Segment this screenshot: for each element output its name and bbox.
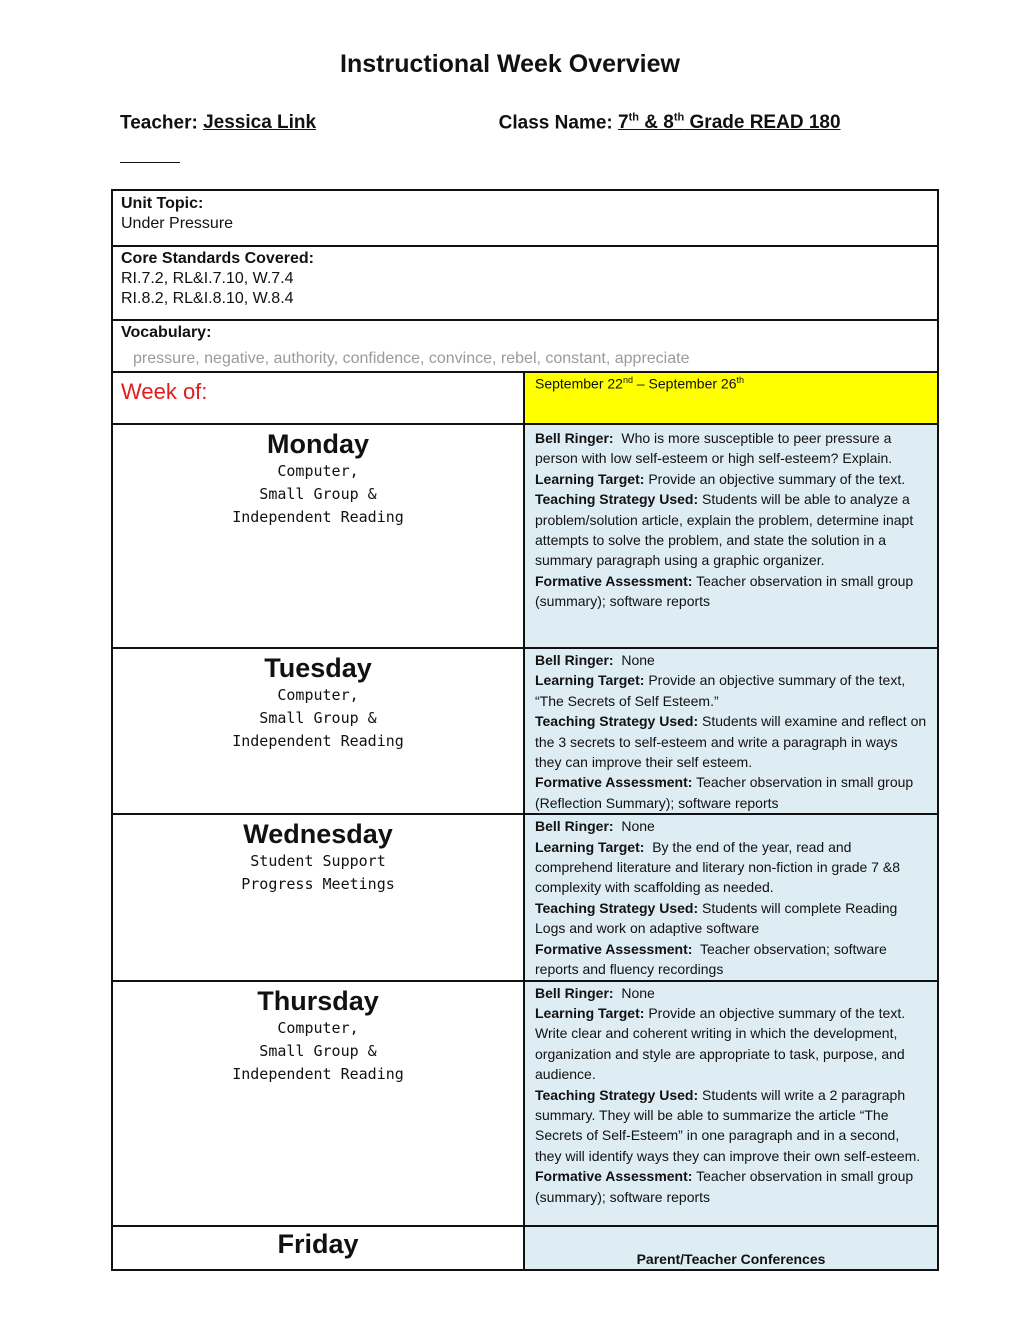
class-name: 7th & 8th Grade READ 180	[618, 112, 841, 134]
day-details: Bell Ringer: None Learning Target: Provide an objective summary of the text. Write clear and coherent writing in which the development, organization and style are appropriate to task, purpose, and audience. Teaching Strategy Used: Students will write a 2 paragraph summary. They will be able to summarize the article “The Secrets of Self-Esteem” in one paragraph and in a second, they will identify ways they can improve their own self-esteem. Formative Assessment: Teacher observation in small group (summary); software reports	[524, 981, 938, 1226]
standards-line-2: RI.8.2, RL&I.8.10, W.8.4	[121, 290, 294, 307]
teacher-label: Teacher:	[120, 112, 198, 134]
day-row-friday	[112, 1226, 938, 1270]
day-name: Tuesday	[264, 653, 372, 683]
week-of-value: September 22nd – September 26th	[524, 372, 938, 424]
standards-label: Core Standards Covered:	[121, 250, 314, 267]
week-of-label: Week of:	[112, 372, 524, 424]
day-activity: Computer, Small Group & Independent Reading	[232, 686, 404, 750]
day-row-tuesday	[112, 648, 938, 814]
day-activity: Student Support Progress Meetings	[241, 852, 395, 894]
class-label: Class Name:	[498, 112, 613, 134]
day-name: Wednesday	[243, 819, 393, 850]
teacher-name: Jessica Link	[203, 112, 317, 134]
vocabulary-row	[112, 320, 938, 372]
day-name: Monday	[266, 429, 369, 459]
day-row-monday	[112, 424, 938, 648]
unit-topic-row	[112, 190, 938, 246]
friday-note: Parent/Teacher Conferences	[524, 1226, 938, 1270]
page-title: Instructional Week Overview	[340, 50, 680, 78]
header-underline	[120, 162, 180, 163]
unit-topic-value: Under Pressure	[121, 215, 234, 232]
day-activity: Computer, Small Group & Independent Reading	[232, 462, 404, 526]
vocabulary-words: pressure, negative, authority, confidence, convince, rebel, constant, appreciate	[133, 350, 690, 367]
unit-topic-label: Unit Topic:	[121, 195, 204, 212]
day-name: Thursday	[257, 985, 379, 1016]
vocabulary-label: Vocabulary:	[121, 324, 212, 341]
standards-line-1: RI.7.2, RL&I.7.10, W.7.4	[121, 270, 294, 287]
day-details: Bell Ringer: None Learning Target: Provide an objective summary of the text, “The Secrets of Self Esteem.” Teaching Strategy Used: Students will examine and reflect on the 3 secrets to self-esteem and write a paragraph in ways they can improve their self esteem. Formative Assessment: Teacher observation in small group (Reflection Summary); software reports	[524, 648, 938, 814]
day-activity: Computer, Small Group & Independent Reading	[232, 1018, 404, 1083]
day-details: Bell Ringer: None Learning Target: By the end of the year, read and comprehend literature and literary non-fiction in grade 7 &8 complexity with scaffolding as needed. Teaching Strategy Used: Students will complete Reading Logs and work on adaptive software Formative Assessment: Teacher observation; software reports and fluency recordings	[524, 814, 938, 980]
day-row-wednesday	[112, 814, 938, 980]
day-details: Bell Ringer: Who is more susceptible to peer pressure a person with low self-esteem or high self-esteem? Explain. Learning Target: Provide an objective summary of the text. Teaching Strategy Used: Students will be able to analyze a problem/solution article, explain the problem, determine inapt attempts to solve the problem, and state the solution in a summary paragraph using a graphic organizer. Formative Assessment: Teacher observation in small group (summary); software reports	[524, 424, 938, 648]
day-row-thursday	[112, 981, 938, 1226]
week-table	[111, 189, 939, 1271]
standards-row	[112, 246, 938, 320]
day-name: Friday	[277, 1228, 359, 1259]
header-line	[120, 112, 841, 134]
